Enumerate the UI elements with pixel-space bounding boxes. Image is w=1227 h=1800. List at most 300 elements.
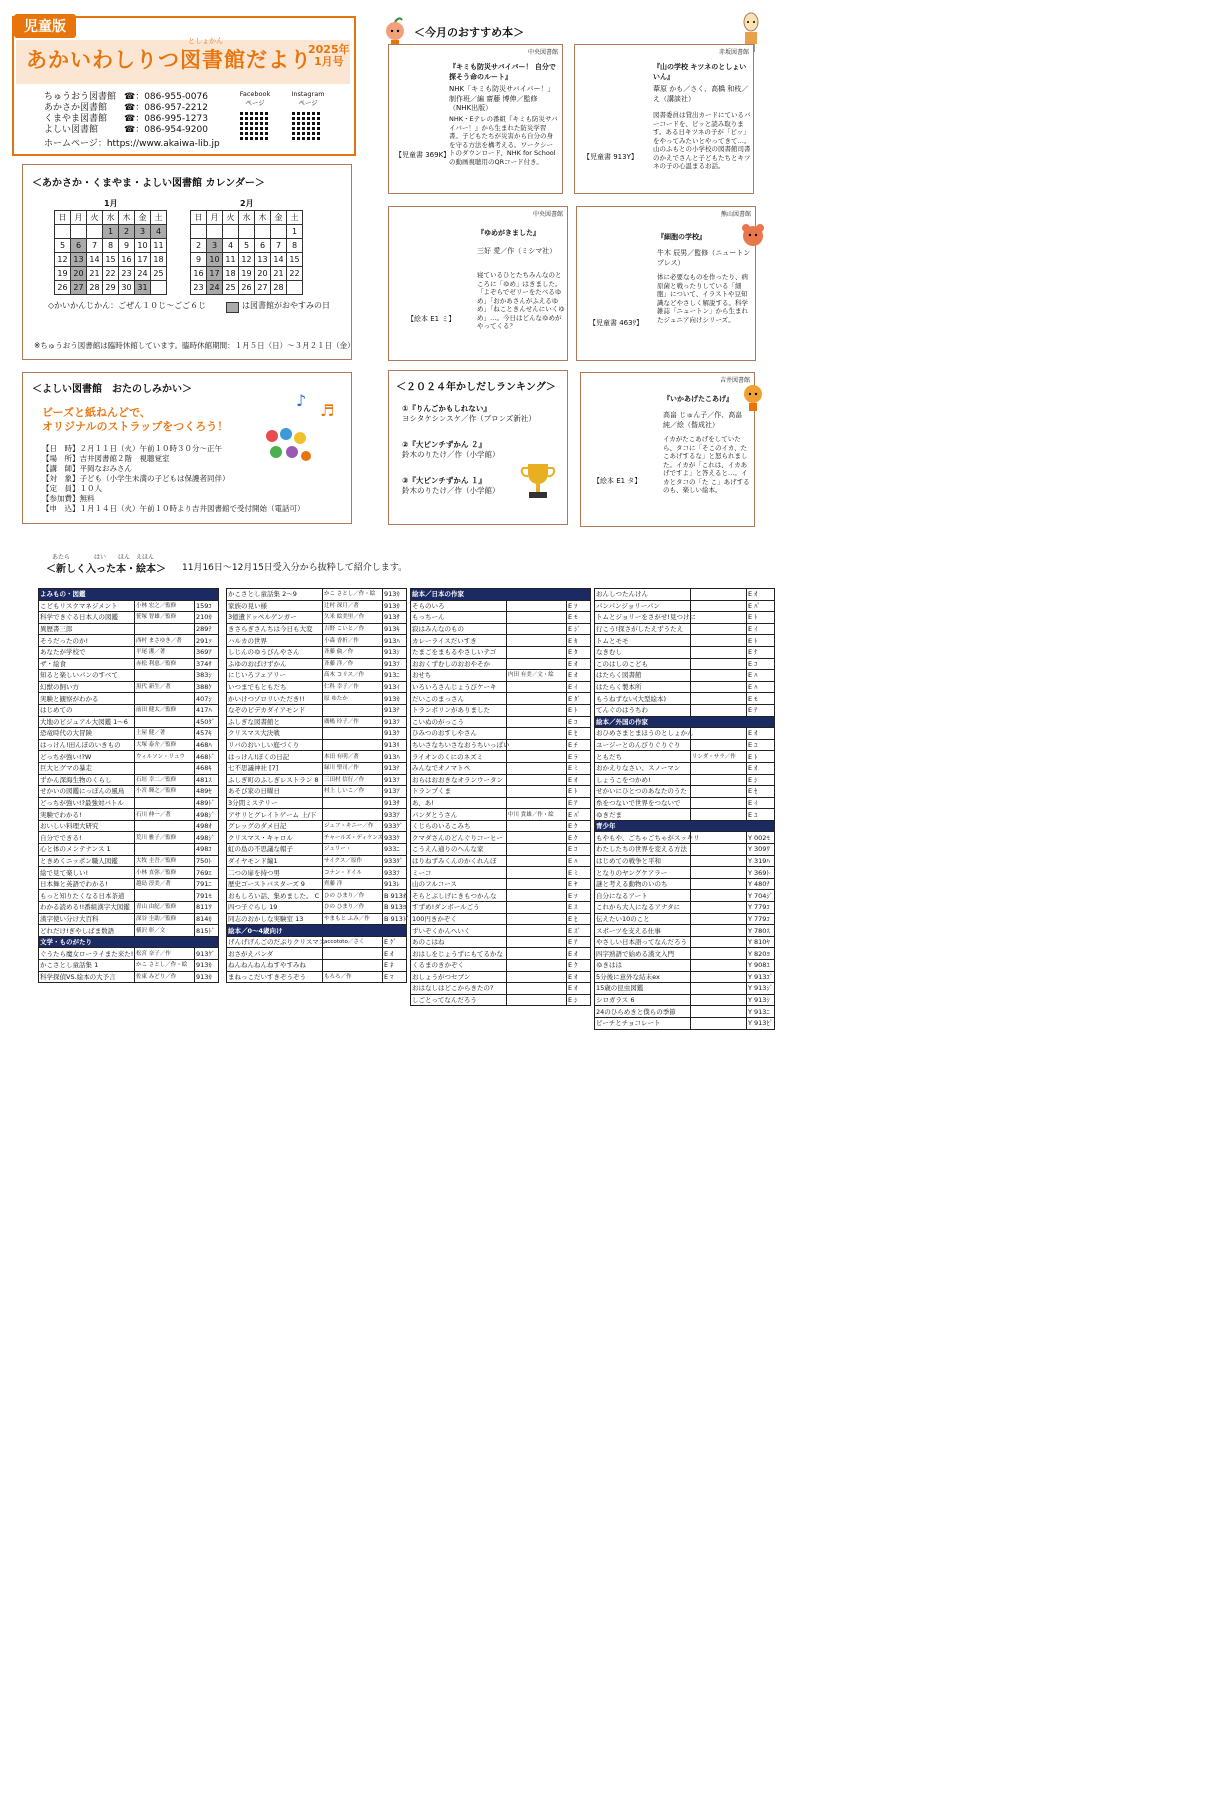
book-title: はりねずみくんのかくれんぼ — [411, 855, 507, 867]
book-title: おしょうがつセブン — [411, 971, 507, 983]
book-title: 科学できぐる日本人の図鑑 — [39, 612, 135, 624]
book-row — [595, 751, 775, 763]
book-author — [691, 797, 747, 809]
book-author — [323, 739, 383, 751]
svg-text:♬: ♬ — [320, 401, 335, 420]
book-title: 糸をつないで世界をつないで — [595, 797, 691, 809]
book-row — [411, 716, 591, 728]
book-title: 漢字使い分け大百科 — [39, 913, 135, 925]
call-number: 811ﾜ — [195, 902, 219, 914]
book-title: しょうこをつかめ! — [595, 774, 691, 786]
calendar-day: 24 — [207, 281, 223, 295]
book-author — [507, 994, 567, 1006]
book-author — [323, 797, 383, 809]
book-row — [411, 913, 591, 925]
book-row — [411, 762, 591, 774]
book-row — [39, 960, 219, 972]
book-row — [39, 902, 219, 914]
call-number: E ﾄ — [747, 635, 775, 647]
book-author — [507, 658, 567, 670]
ranking-author: ヨシタケシンスケ／作（ブロンズ新社） — [402, 414, 536, 423]
book-title: おはなしはどこからきたの? — [411, 983, 507, 995]
book-title: クリスマス大決戦 — [227, 728, 323, 740]
book-title: 歴史ゴーストバスターズ 9 — [227, 878, 323, 890]
book-title: 伝えたい10のこと — [595, 913, 691, 925]
book-title: ちいさなちいさなおうちいっぱい — [412, 741, 510, 750]
book-title: はたらく製本所 — [595, 681, 691, 693]
book-row — [595, 739, 775, 751]
book-author — [691, 704, 747, 716]
book-author — [507, 751, 567, 763]
book-author — [691, 867, 747, 879]
book-author — [507, 786, 567, 798]
book-row — [227, 890, 407, 902]
book-row — [595, 797, 775, 809]
call-number: 289ﾃ — [195, 623, 219, 635]
calendar-day: 3 — [135, 225, 151, 239]
book-title: 大地のビジュアル大図鑑 1～6 — [39, 716, 135, 728]
new-books-heading: ＜新しく入った本・絵本＞ — [46, 564, 166, 575]
call-number: B 913ﾖ — [384, 903, 407, 912]
book-author: 小林 直弥／監修 — [135, 867, 195, 879]
book-row — [595, 971, 775, 983]
title-ruby: としょかん — [188, 37, 223, 45]
call-number: E ｾ — [747, 786, 775, 798]
call-number: E ｸ — [567, 960, 591, 972]
book-author — [135, 670, 195, 682]
calendar-day: 5 — [239, 239, 255, 253]
book-row — [595, 1006, 775, 1018]
book-row — [411, 704, 591, 716]
book-author — [691, 774, 747, 786]
ranking-author: 鈴木のりたけ／作（小学館） — [402, 450, 500, 459]
call-number: 750ﾄ — [195, 855, 219, 867]
call-number: 913ｶ — [195, 960, 219, 972]
call-number: Y 913ﾆ — [747, 1006, 775, 1018]
calendar-day: 26 — [55, 281, 71, 295]
book-author — [323, 809, 383, 821]
book-title: そらとぶしげにきもつかんな — [411, 890, 507, 902]
calendar-day: 8 — [103, 239, 119, 253]
call-number: E ｼ — [747, 774, 775, 786]
calendar-day: 7 — [271, 239, 287, 253]
call-number: B 913ﾄﾞ — [384, 914, 410, 923]
book-title: 科学探偵VS.絵本の大予言 — [39, 971, 135, 983]
book-author — [507, 948, 567, 960]
book-row — [227, 751, 407, 763]
call-number: E ｵ — [567, 948, 591, 960]
ranking-heading: ＜２０２４年かしだしランキング＞ — [396, 382, 556, 393]
call-number: Y 908ﾕ — [747, 960, 775, 972]
book-row — [227, 855, 407, 867]
book-author: 青山 由紀／監修 — [135, 902, 195, 914]
calendar-day: 1 — [287, 225, 303, 239]
calendar-weekday-row — [191, 211, 303, 225]
book-title: グレッグのダメ日記 — [227, 820, 323, 832]
facebook-qr-icon[interactable] — [240, 110, 270, 140]
calendar-day: 14 — [87, 253, 103, 267]
book-row — [227, 670, 407, 682]
book-author: リンダ・サラ／作 — [691, 751, 747, 763]
calendar-day — [151, 281, 167, 295]
book-row — [39, 774, 219, 786]
book-title: 知ると楽しいパンのすべて — [39, 670, 135, 682]
call-number: 498ｼﾞ — [195, 809, 219, 821]
event-detail-row: 【場 所】吉井図書館２階 視聴覚室 — [42, 454, 170, 463]
book-title: くるまのきかぞく — [411, 960, 507, 972]
book-author — [135, 693, 195, 705]
newsletter-title: あかいわしりつ図書館だより — [26, 48, 312, 72]
book-author — [691, 878, 747, 890]
book-row — [227, 728, 407, 740]
book-title: 異歴書三郎 — [39, 623, 135, 635]
book-author: 平尾 潔／著 — [135, 646, 195, 658]
book-author — [323, 728, 383, 740]
category-header-row — [39, 589, 219, 601]
calendar-day: 30 — [119, 281, 135, 295]
book-row — [595, 670, 775, 682]
call-number: 450ﾀﾞ — [195, 716, 219, 728]
book-author: 小森 香折／作 — [323, 635, 383, 647]
book-row — [227, 716, 407, 728]
call-number: 913ｸ — [383, 728, 407, 740]
book-author — [691, 612, 747, 624]
ranking-title: ②『大ピンチずかん ２』 — [402, 440, 486, 449]
book-row — [595, 762, 775, 774]
new-books-column-2 — [226, 588, 410, 983]
book-row — [227, 786, 407, 798]
call-number: 814ｶ — [195, 913, 219, 925]
calendar-february — [190, 210, 303, 295]
book-title: こいぬのがっこう — [411, 716, 507, 728]
book-author: 内田 有美／文・絵 — [507, 670, 567, 682]
book-title: 二つの扉を持つ男 — [227, 867, 323, 879]
calendar-day: 22 — [103, 267, 119, 281]
calendar-day: 20 — [255, 267, 271, 281]
book-author: かこ さとし／作・絵 — [135, 960, 195, 972]
book-title: 自分でできる! — [39, 832, 135, 844]
call-number: 933ﾆ — [383, 844, 407, 856]
book-title: トランポリンがありました — [411, 704, 507, 716]
book-author — [507, 612, 567, 624]
call-number: E ｺ — [567, 844, 591, 856]
call-number: 791ﾓ — [195, 890, 219, 902]
book-row — [227, 600, 407, 612]
call-number: E ｲ — [567, 681, 591, 693]
book-row — [595, 925, 775, 937]
event-detail-row: 【日 時】２月１１日（火）午前１０時３０分～正午 — [42, 444, 222, 453]
calendar-day: 11 — [223, 253, 239, 267]
book-title: おひめさまとまほうのとしょかん — [596, 729, 694, 738]
call-number: E ﾋ — [567, 913, 591, 925]
book-row — [595, 612, 775, 624]
book-title: はっけん!田んぼのいきもの — [39, 739, 135, 751]
book-row — [39, 739, 219, 751]
book-author — [507, 925, 567, 937]
book-row — [411, 797, 591, 809]
book-row — [411, 774, 591, 786]
book-title: そらのいろ — [411, 600, 507, 612]
book-author: accototo／さく — [323, 936, 383, 948]
book-title: 家族の見い様 — [227, 600, 323, 612]
call-number: E ｵ — [567, 670, 591, 682]
heading-ruby: あたら はい ほん えほん — [52, 554, 155, 561]
book-author — [691, 658, 747, 670]
calendar-day: 27 — [71, 281, 87, 295]
book-author — [507, 704, 567, 716]
book-row — [411, 623, 591, 635]
book-row — [227, 809, 407, 821]
calendar-day — [255, 225, 271, 239]
book-row — [227, 913, 407, 925]
book-title: たまごをまもるやさしいテゴ — [411, 646, 507, 658]
book-title: せかいにひとつのあなたのうた — [595, 786, 691, 798]
book-author: 西村 まさゆき／著 — [135, 635, 195, 647]
book-author: 斉藤 洋／作 — [323, 658, 383, 670]
book-author — [691, 693, 747, 705]
category-header: 文学・ものがたり — [39, 936, 219, 948]
call-number: 913ｷ — [383, 623, 407, 635]
call-number: E ﾅ — [747, 646, 775, 658]
book-row — [39, 751, 219, 763]
book-author: 大牧 圭吾／監修 — [135, 855, 195, 867]
book-author: サイクス／原作 — [323, 855, 383, 867]
book-row — [595, 902, 775, 914]
call-number: 291ｿ — [195, 635, 219, 647]
book-row — [595, 809, 775, 821]
book-row — [595, 681, 775, 693]
book-title: ぐうたら魔女ローライまた来た! — [40, 949, 134, 958]
book-code: 【児童書 463ｻ】 — [589, 319, 644, 327]
book-row — [39, 832, 219, 844]
book-row — [411, 948, 591, 960]
book-author — [691, 739, 747, 751]
calendar-weekday: 金 — [271, 211, 287, 225]
book-title: わかる読める!!番組漢字大図鑑 — [39, 902, 135, 914]
call-number: Y 820ﾖ — [747, 948, 775, 960]
book-author — [135, 623, 195, 635]
book-author: 高畠 じゅん子／作、高畠 純／絵（偕成社） — [663, 411, 743, 429]
call-number: E ｼ — [567, 994, 591, 1006]
call-number: Y 913ﾋﾟ — [748, 1019, 773, 1028]
call-number: B 913ｵ — [384, 891, 407, 900]
book-title: クリスマス・キャロル — [227, 832, 323, 844]
book-row — [39, 820, 219, 832]
calendar-day: 4 — [151, 225, 167, 239]
book-row — [39, 600, 219, 612]
call-number: E ｸ — [567, 820, 591, 832]
recommend-book-card: 熊山図書館 『細胞の学校』 牛木 辰男／監修（ニュートンプレス） 体に必要なものを作ったり、病原菌と戦ったりしている「細胞」について、イラストや豆知識などやさしく解説する。科学雑誌「ニュートン」から生まれたジュニア向けシリーズ。 【児童書 463ｻ】 — [576, 206, 756, 361]
book-author: 本田 有明／著 — [323, 751, 383, 763]
ranking-author: 鈴木のりたけ／作（小学館） — [402, 486, 500, 495]
book-row — [411, 936, 591, 948]
book-title: ひみつのおすしやさん — [411, 728, 507, 740]
book-author: 村上 しいこ／作 — [323, 786, 383, 798]
book-title: スポーツを支える仕事 — [595, 925, 691, 937]
book-title: シロガラス 6 — [595, 994, 691, 1006]
call-number: 913ﾘ — [383, 739, 407, 751]
call-number: E ﾀﾞ — [567, 693, 591, 705]
calendar-day: 20 — [71, 267, 87, 281]
call-number: E ﾓ — [747, 693, 775, 705]
book-row — [595, 728, 775, 740]
calendar-week-row — [191, 239, 303, 253]
book-author: 赤松 利恵／監修 — [135, 658, 195, 670]
book-author — [507, 693, 567, 705]
book-author — [691, 994, 747, 1006]
book-author — [691, 913, 747, 925]
book-description: イカがたこあげをしていたら、タコに「そこのイカ、たこあげするな」と怒られました。イカが「これは、イカあげですよ」と答えると…。イカとタコの「た こ」あげするのも、楽しい絵本。 — [663, 435, 750, 494]
call-number: 913ｶ — [195, 971, 219, 983]
book-row — [227, 658, 407, 670]
book-author: 仁科 幸子／作 — [323, 681, 383, 693]
book-row — [411, 739, 591, 751]
call-number: E ﾄ — [747, 612, 775, 624]
new-books-column-3 — [410, 588, 591, 1006]
calendar-week-row — [55, 267, 167, 281]
book-author — [507, 855, 567, 867]
book-author — [507, 762, 567, 774]
calendar-day — [239, 225, 255, 239]
book-author: かこ さとし／作・絵 — [323, 589, 383, 601]
calendar-weekday: 木 — [119, 211, 135, 225]
calendar-day: 17 — [207, 267, 223, 281]
book-row — [411, 994, 591, 1006]
book-author — [507, 902, 567, 914]
book-row — [595, 994, 775, 1006]
call-number: E ﾗ — [567, 751, 591, 763]
book-title: カレーライスだいすき — [411, 635, 507, 647]
book-row — [227, 612, 407, 624]
book-author — [135, 820, 195, 832]
book-author — [691, 890, 747, 902]
book-author: 越島 淳美／著 — [135, 878, 195, 890]
book-author — [507, 890, 567, 902]
book-row — [39, 809, 219, 821]
book-title: きさらぎさんちは今日も大変 — [227, 623, 323, 635]
call-number: E ｵ — [567, 774, 591, 786]
book-code: 【絵本 E1 タ】 — [593, 477, 642, 485]
call-number: 913ｻ — [383, 797, 407, 809]
call-number: 913ﾌ — [383, 716, 407, 728]
book-author — [691, 1006, 747, 1018]
book-author: 斉藤 倫／作 — [323, 646, 383, 658]
issue-label — [308, 44, 350, 68]
closed-day-swatch — [226, 302, 239, 313]
call-number: 791ﾆ — [195, 878, 219, 890]
calendar-weekday-row — [55, 211, 167, 225]
call-number: 913ﾅ — [383, 762, 407, 774]
homepage-link[interactable]: ホームページ：https://www.akaiwa-lib.jp — [44, 139, 220, 149]
call-number: 933ｸﾞ — [383, 820, 407, 832]
book-description: NHK・Eテレの番組『キミも防災サバイバー！』から生まれた防災学習書。子どもたちが災害から自分の身を守る方法を構考える。ワークシートのダウンロード、NHK for Schoolの動画視聴用のQRコード付き。 — [449, 115, 558, 166]
book-row — [39, 716, 219, 728]
calendar-weekday: 火 — [223, 211, 239, 225]
book-author: 荒川 雅子／監修 — [135, 832, 195, 844]
book-title: 巨大ヒグマの暴走 — [39, 762, 135, 774]
trophy-icon — [520, 462, 556, 506]
call-number: E ｹﾞ — [383, 936, 407, 948]
recommend-book-card: 中央図書館 『ゆめがきました』 三好 愛／作（ミシマ社） 寝ているひとたちみんなのところに「ゆめ」はきました。「よぞらでゼリーをたべるゆめ」「おかあさんがふえるゆめ」「ねこときんせんにいくゆめ」…。今日はどんなゆめがやってくる？ 【絵本 E1 ミ】 — [388, 206, 568, 361]
book-title: ずかん深海生物のくらし — [39, 774, 135, 786]
book-author — [691, 589, 747, 601]
call-number: E ﾀ — [567, 646, 591, 658]
call-number: 468ｷ — [195, 762, 219, 774]
book-title: おさがえパンダ — [227, 948, 323, 960]
calendar-day: 5 — [55, 239, 71, 253]
book-title: 同志のおかしな実験室 13 — [227, 913, 323, 925]
book-author — [691, 600, 747, 612]
call-number: E ﾄ — [567, 704, 591, 716]
ranking-title: ③『大ピンチずかん １』 — [402, 476, 486, 485]
calendar-day: 16 — [191, 267, 207, 281]
book-row — [411, 728, 591, 740]
book-row — [595, 878, 775, 890]
calendar-day: 15 — [287, 253, 303, 267]
calendar-week-row — [55, 253, 167, 267]
calendar-day: 14 — [271, 253, 287, 267]
book-author: 葦原 かも／さく、高橋 和枝／え（講談社） — [653, 85, 749, 103]
book-author — [691, 960, 747, 972]
calendar-weekday: 日 — [191, 211, 207, 225]
call-number: 481ｽ — [195, 774, 219, 786]
calendar-day: 12 — [55, 253, 71, 267]
book-title: クマダさんのどんぐりコーヒー — [411, 832, 507, 844]
book-title: ふしぎ町のふしぎレストラン 8 — [227, 774, 323, 786]
call-number: Y 319ﾊ — [747, 855, 775, 867]
call-number: E ｵ — [747, 762, 775, 774]
book-title: わたしたちの世界を変える方法 — [595, 844, 691, 856]
facebook-label: Facebook ページ — [239, 90, 271, 107]
call-number: 913ｱ — [383, 786, 407, 798]
music-note-icon — [296, 392, 340, 424]
call-number: 369ｱ — [195, 646, 219, 658]
call-number: 468ﾊ — [195, 739, 219, 751]
book-row — [227, 878, 407, 890]
call-number: 913ｶ — [383, 589, 407, 601]
calendar-day: 4 — [223, 239, 239, 253]
book-row — [39, 971, 219, 983]
book-title: あ、あ! — [411, 797, 507, 809]
call-number: Y 779ｺ — [747, 902, 775, 914]
book-author — [691, 635, 747, 647]
call-number: E ﾁ — [567, 739, 591, 751]
book-code: 【絵本 E1 ミ】 — [407, 315, 456, 323]
book-row — [39, 878, 219, 890]
book-title: だいこのまっさん — [411, 693, 507, 705]
book-title: おんしつたんけん — [595, 589, 691, 601]
book-author — [691, 844, 747, 856]
category-header-row — [227, 925, 407, 937]
instagram-qr-icon[interactable] — [292, 110, 322, 140]
book-title: そうだったのか! — [39, 635, 135, 647]
call-number: E ｵ — [747, 728, 775, 740]
calendar-day — [55, 225, 71, 239]
call-number: 159ｺ — [195, 600, 219, 612]
calendar-day — [207, 225, 223, 239]
book-author — [691, 971, 747, 983]
calendar-weekday: 日 — [55, 211, 71, 225]
book-author: 小林 宏之／監修 — [135, 600, 195, 612]
book-row — [39, 635, 219, 647]
book-title: かこさとし童話集 1 — [39, 960, 135, 972]
book-row — [595, 600, 775, 612]
calendar-day: 18 — [151, 253, 167, 267]
call-number: 498ｼﾞ — [195, 832, 219, 844]
book-title: ともだち — [595, 751, 691, 763]
book-author: 緑川 聖司／作 — [323, 762, 383, 774]
book-author — [691, 670, 747, 682]
